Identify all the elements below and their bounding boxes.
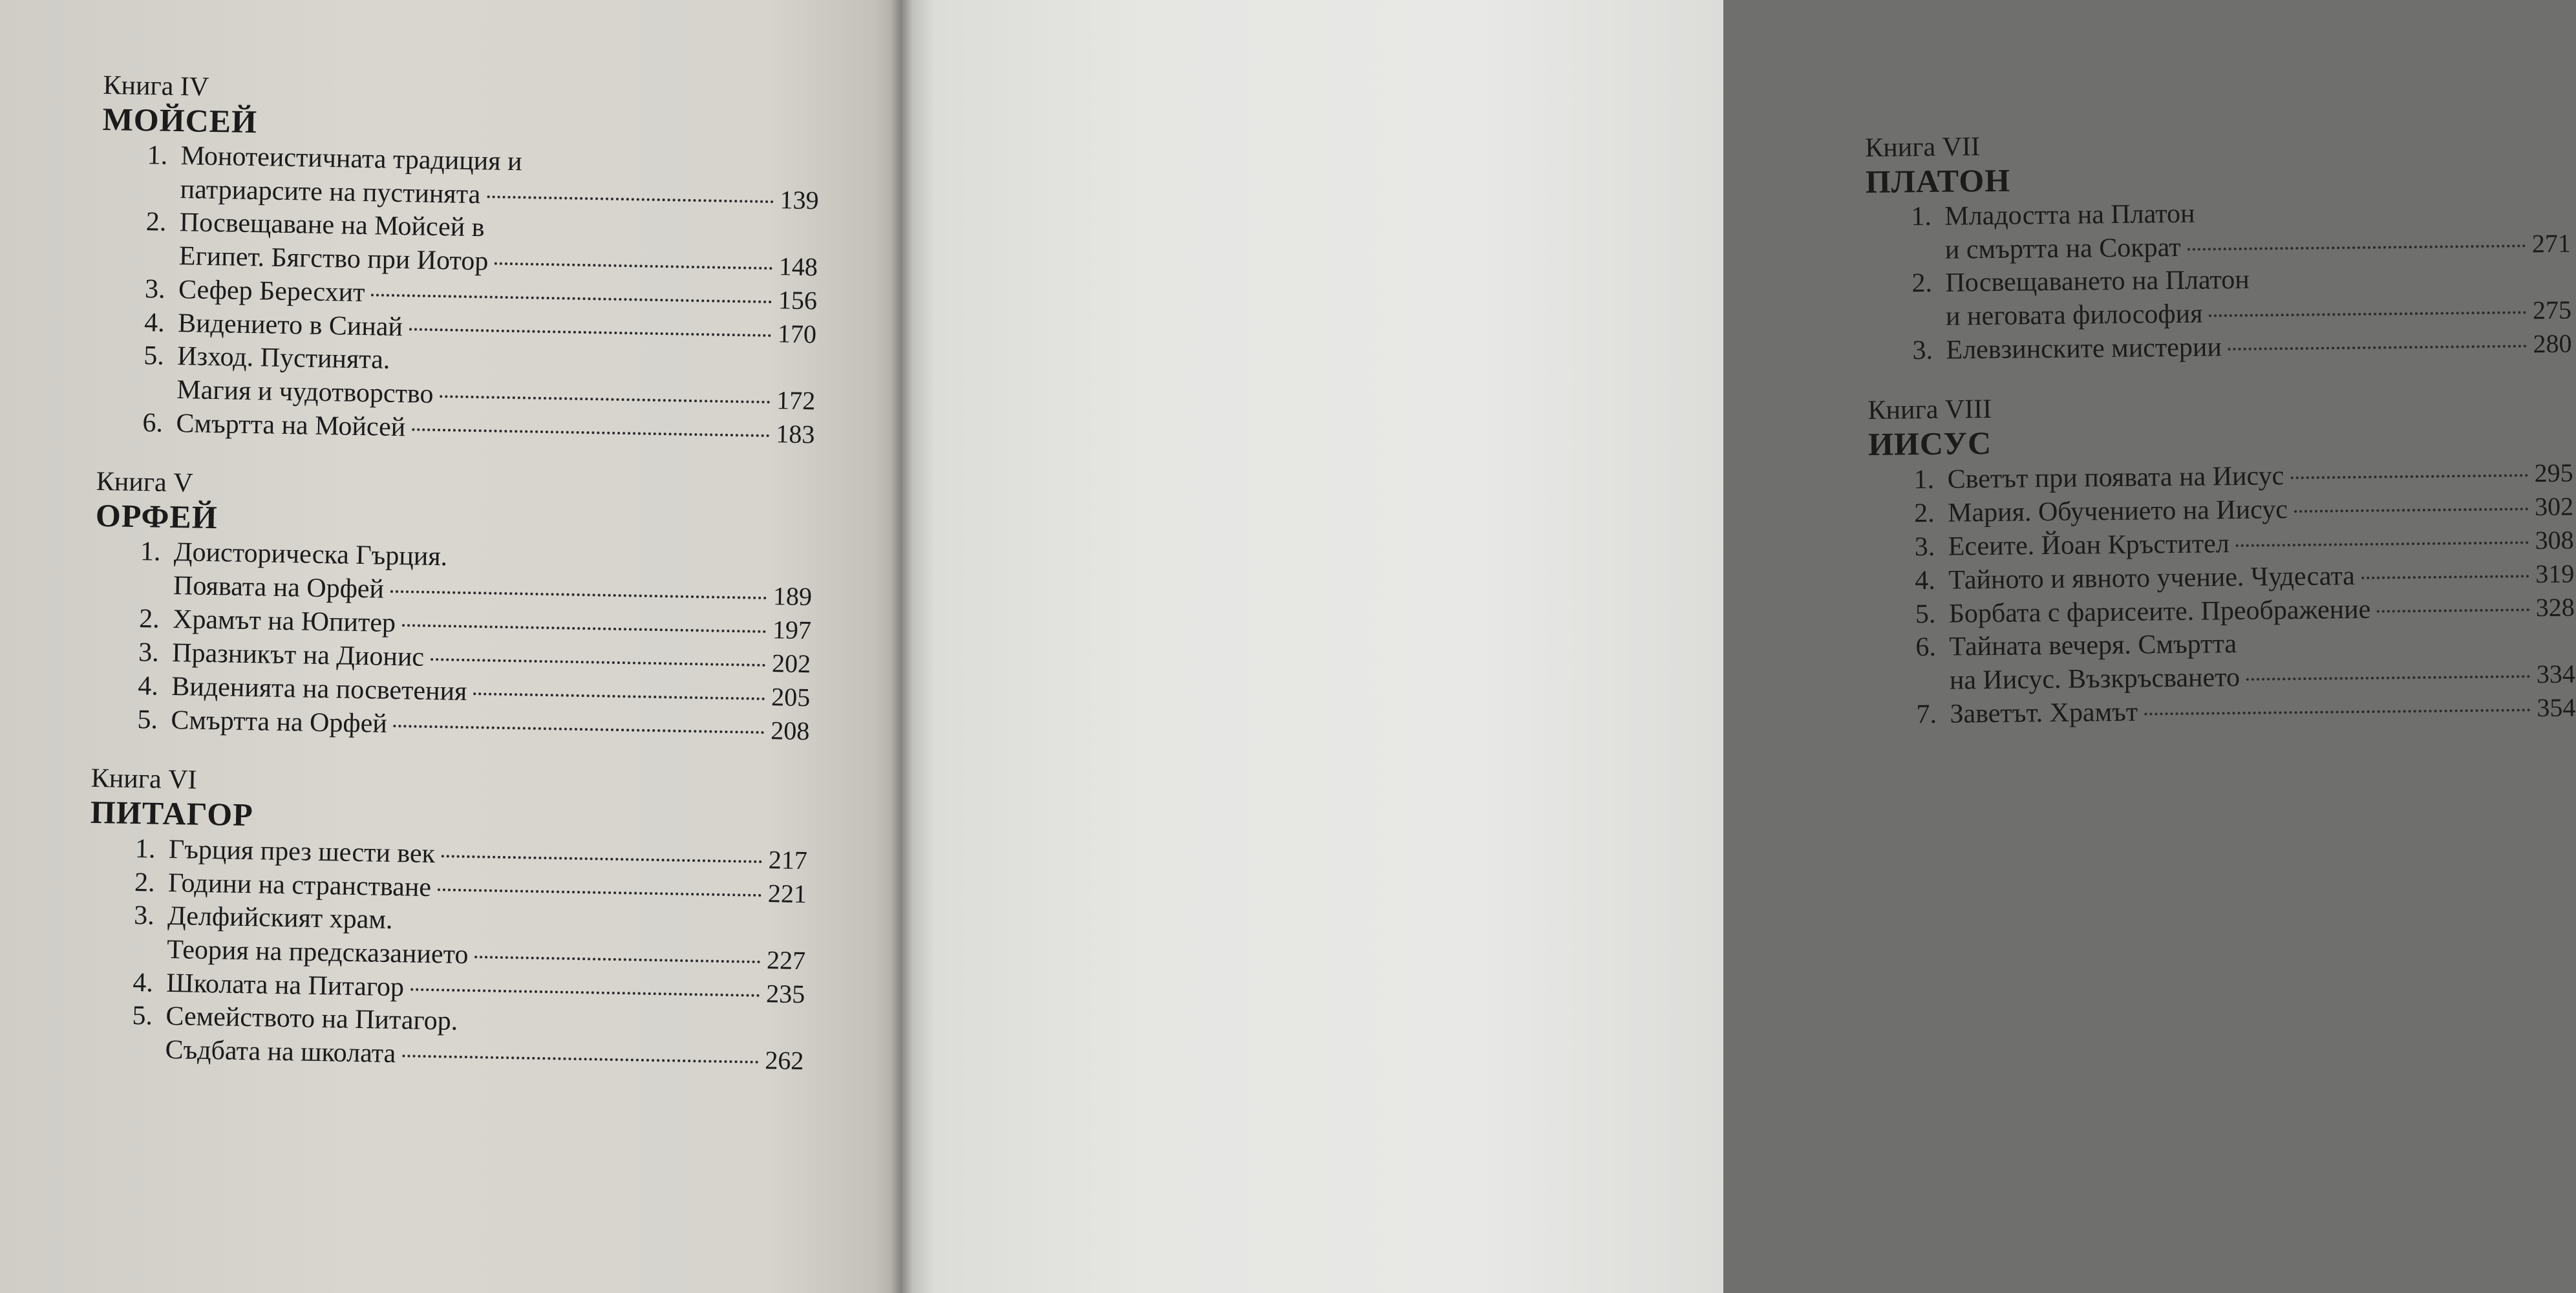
toc-entry-title: Есеите. Йоан Кръстител (1948, 529, 2230, 562)
toc-entry-title: Виденията на посветения (171, 671, 467, 707)
page-number: 302 (2534, 491, 2574, 522)
dot-leader (402, 624, 766, 633)
dot-leader (2236, 541, 2529, 547)
toc-entry-number: 6. (1915, 632, 1937, 663)
dot-leader (440, 395, 770, 403)
toc-entry-text (1911, 264, 2250, 300)
toc-entry-title: патриарсите на пустинята (180, 175, 481, 210)
toc-entry-title: Посвещаването на Платон (1945, 264, 2250, 298)
toc-book (92, 466, 814, 748)
toc-right (1865, 125, 2576, 759)
toc-entry-number: 2. (138, 604, 160, 634)
toc-entry-text (133, 967, 405, 1004)
toc-entry-title: Появата на Орфей (173, 571, 385, 604)
dot-leader (402, 1054, 758, 1063)
toc-entry-line (1916, 691, 2575, 732)
toc-entry-line (1912, 327, 2571, 368)
toc-entry-text (140, 535, 448, 573)
toc-entry-title: Смъртта на Мойсей (176, 409, 406, 443)
toc-entry-number: 5. (1915, 599, 1936, 630)
toc-entry-text (179, 240, 489, 278)
toc-entry[interactable] (133, 899, 807, 978)
toc-entry-title: Изход. Пустинята. (176, 341, 390, 375)
dot-leader (2290, 474, 2528, 479)
toc-entry-text (173, 570, 385, 606)
book-label: Книга VI (90, 763, 197, 795)
book-title: МОЙСЕЙ (102, 100, 258, 140)
toc-entry-number: 7. (1916, 699, 1937, 730)
book-gutter (891, 0, 913, 1293)
toc-entry-text (1915, 628, 2237, 664)
toc-entry-title: Семейството на Питагор. (165, 1001, 458, 1036)
page-number: 208 (770, 716, 810, 746)
book-title: ПИТАГОР (90, 793, 254, 833)
toc-entry[interactable] (1911, 261, 2571, 334)
toc-left (85, 70, 820, 1105)
toc-entry-title: Египет. Бягство при Иотор (178, 241, 489, 277)
page-number: 217 (768, 845, 808, 875)
dot-leader (2228, 345, 2527, 350)
toc-book (1865, 125, 2572, 368)
dot-leader (371, 294, 772, 303)
toc-entry-title: Тайното и явното учение. Чудесата (1948, 561, 2356, 595)
page-number: 202 (771, 648, 811, 679)
page-number: 172 (776, 385, 816, 416)
page-number: 221 (767, 879, 807, 909)
page-number: 139 (780, 185, 820, 215)
book-title: ИИСУС (1868, 424, 1992, 462)
dot-leader (431, 658, 765, 667)
toc-entry-number: 1. (147, 140, 168, 171)
toc-entry-text (1915, 560, 2355, 597)
toc-entry-number: 4. (1915, 565, 1936, 596)
page-number: 271 (2531, 228, 2571, 259)
toc-entry-title: Магия и чудотворство (176, 375, 434, 409)
toc-entry-text (139, 603, 396, 640)
toc-entry-title: Делфийският храм. (167, 901, 393, 935)
toc-entry-title: Години на странстване (167, 868, 432, 903)
toc-entry-title: Съдбата на школата (165, 1034, 396, 1069)
toc-entry-title: и неговата философия (1945, 299, 2203, 332)
toc-entry-number: 4. (137, 671, 159, 701)
toc-entry[interactable] (1915, 625, 2575, 698)
toc-entry-number: 3. (138, 637, 160, 668)
toc-entry[interactable] (1916, 691, 2575, 732)
toc-entry-title: Сефер Бересхит (178, 275, 365, 308)
book-label: Книга V (96, 466, 193, 498)
toc-entry-number: 2. (145, 207, 167, 237)
left-page (0, 0, 902, 1293)
dot-leader (438, 888, 761, 897)
toc-book (86, 763, 809, 1078)
dot-leader (495, 262, 772, 270)
toc-entry-text (134, 866, 432, 904)
toc-entry-title: Монотеистичната традиция и (180, 141, 522, 177)
toc-entry-title: Борбата с фарисеите. Преображение (1948, 594, 2371, 629)
page-number: 275 (2532, 295, 2572, 325)
toc-entry-number: 1. (140, 537, 161, 567)
toc-entry-number: 6. (142, 408, 164, 438)
toc-entry-title: Мария. Обучението на Иисус (1947, 495, 2288, 528)
page-number: 280 (2533, 328, 2572, 359)
toc-entry-text (135, 833, 436, 871)
dot-leader (487, 195, 773, 203)
toc-entry-title: Видението в Синай (177, 308, 403, 343)
page-number: 189 (772, 581, 813, 612)
toc-entry-title: на Иисус. Възкръсването (1949, 662, 2241, 696)
toc-entry-number: 3. (1914, 531, 1935, 562)
toc-entry-number: 4. (144, 308, 165, 338)
dot-leader (409, 328, 771, 337)
book-label: Книга IV (103, 70, 209, 102)
toc-entry-text (138, 636, 425, 674)
toc-entry-title: Доисторическа Гърция. (173, 537, 448, 572)
dot-leader (473, 692, 765, 700)
dot-leader (2294, 508, 2528, 513)
toc-entry-text (1911, 198, 2195, 234)
toc-entry-number: 3. (1912, 335, 1933, 366)
toc-entry-title: Теория на предсказанието (166, 934, 469, 970)
toc-entry-title: Младостта на Платон (1944, 198, 2195, 231)
page-number: 227 (766, 945, 806, 976)
toc-entry-title: Школата на Питагор (165, 968, 405, 1003)
page-number: 328 (2535, 592, 2575, 623)
toc-entry[interactable] (1912, 327, 2571, 368)
toc-entry-text (144, 306, 403, 344)
dot-leader (2377, 608, 2529, 612)
page-number: 235 (765, 979, 805, 1009)
toc-entry-number: 1. (1911, 201, 1932, 232)
toc-entry-text (144, 339, 390, 377)
page-number: 295 (2534, 458, 2573, 488)
toc-entry[interactable] (1911, 194, 2571, 268)
page-number: 148 (778, 251, 818, 282)
page-number: 319 (2535, 559, 2575, 589)
toc-entry-number: 2. (1911, 268, 1933, 299)
toc-entry-text (134, 899, 393, 937)
toc-entry-number: 3. (133, 901, 155, 931)
toc-entry-text (1946, 298, 2203, 334)
toc-entry-number: 5. (143, 341, 165, 371)
toc-entry-text (145, 206, 485, 244)
toc-entry[interactable] (146, 139, 820, 217)
toc-entry-title: и смъртта на Сократ (1944, 232, 2181, 265)
dot-leader (390, 590, 767, 599)
toc-entry[interactable] (143, 339, 816, 418)
toc-entry-text (1916, 696, 2138, 732)
toc-entry-number: 1. (1913, 464, 1935, 495)
page-number: 197 (772, 615, 812, 645)
toc-entry-text (180, 173, 480, 211)
dot-leader (474, 956, 760, 963)
toc-entry-number: 3. (144, 274, 165, 305)
toc-entry-number: 2. (134, 868, 155, 898)
toc-entry-text (145, 273, 365, 310)
page-number: 183 (775, 419, 815, 449)
toc-entry-number: 4. (132, 968, 154, 998)
toc-entry-text (1945, 231, 2181, 267)
toc-entry-text (1915, 593, 2371, 631)
book-label: Книга VIII (1868, 394, 1992, 425)
page-number: 156 (778, 285, 818, 315)
toc-book (97, 70, 821, 451)
book-title: ПЛАТОН (1865, 162, 2011, 200)
toc-entry-number: 1. (134, 834, 156, 864)
dot-leader (410, 988, 760, 997)
toc-entry[interactable] (131, 999, 805, 1078)
toc-entry-text (176, 374, 434, 411)
toc-entry-title: Празникът на Дионис (171, 637, 425, 672)
page-number: 205 (771, 682, 811, 712)
toc-entry-text (147, 139, 522, 178)
toc-entry-title: Посвещаване на Мойсей в (179, 208, 485, 243)
right-page (902, 0, 2576, 1293)
toc-entry-text (132, 999, 458, 1038)
page-number: 262 (765, 1045, 804, 1076)
toc-entry-title: Смъртта на Орфей (171, 705, 388, 739)
dot-leader (2144, 709, 2530, 715)
dot-leader (2361, 575, 2529, 579)
toc-entry-text (1950, 661, 2241, 698)
dot-leader (412, 428, 769, 437)
toc-entry-title: Гърция през шести век (168, 834, 436, 870)
toc-entry-text (142, 407, 406, 444)
toc-entry-text (165, 1034, 396, 1071)
dot-leader (2246, 675, 2530, 681)
toc-entry-number: 5. (132, 1001, 153, 1031)
page-number: 354 (2537, 692, 2576, 723)
toc-entry-text (1914, 528, 2230, 564)
toc-entry-text (137, 703, 387, 741)
page-number: 170 (777, 319, 817, 349)
dot-leader (2187, 244, 2526, 250)
toc-entry-text (138, 670, 467, 709)
toc-entry-number: 2. (1913, 498, 1935, 529)
toc-entry[interactable] (145, 206, 819, 284)
toc-entry-number: 5. (137, 705, 158, 735)
toc-entry-title: Заветът. Храмът (1950, 697, 2138, 729)
toc-entry-text (1914, 493, 2288, 530)
toc-entry-title: Храмът на Юпитер (172, 604, 396, 639)
dot-leader (2209, 311, 2526, 317)
toc-book (1868, 388, 2575, 732)
toc-entry-text (1912, 331, 2222, 367)
book-title: ОРФЕЙ (95, 497, 218, 536)
toc-entry-text (1913, 460, 2284, 497)
toc-entry-title: Тайната вечеря. Смъртта (1949, 629, 2237, 662)
dot-leader (394, 725, 765, 734)
page-number: 308 (2535, 525, 2574, 555)
page-number: 334 (2536, 659, 2576, 689)
dot-leader (442, 855, 762, 863)
book-label: Книга VII (1865, 132, 1981, 163)
toc-entry-title: Елевзинските мистерии (1946, 332, 2222, 365)
toc-entry-text (167, 934, 469, 972)
toc-entry[interactable] (140, 535, 813, 614)
toc-entry-title: Светът при появата на Иисус (1947, 461, 2284, 495)
